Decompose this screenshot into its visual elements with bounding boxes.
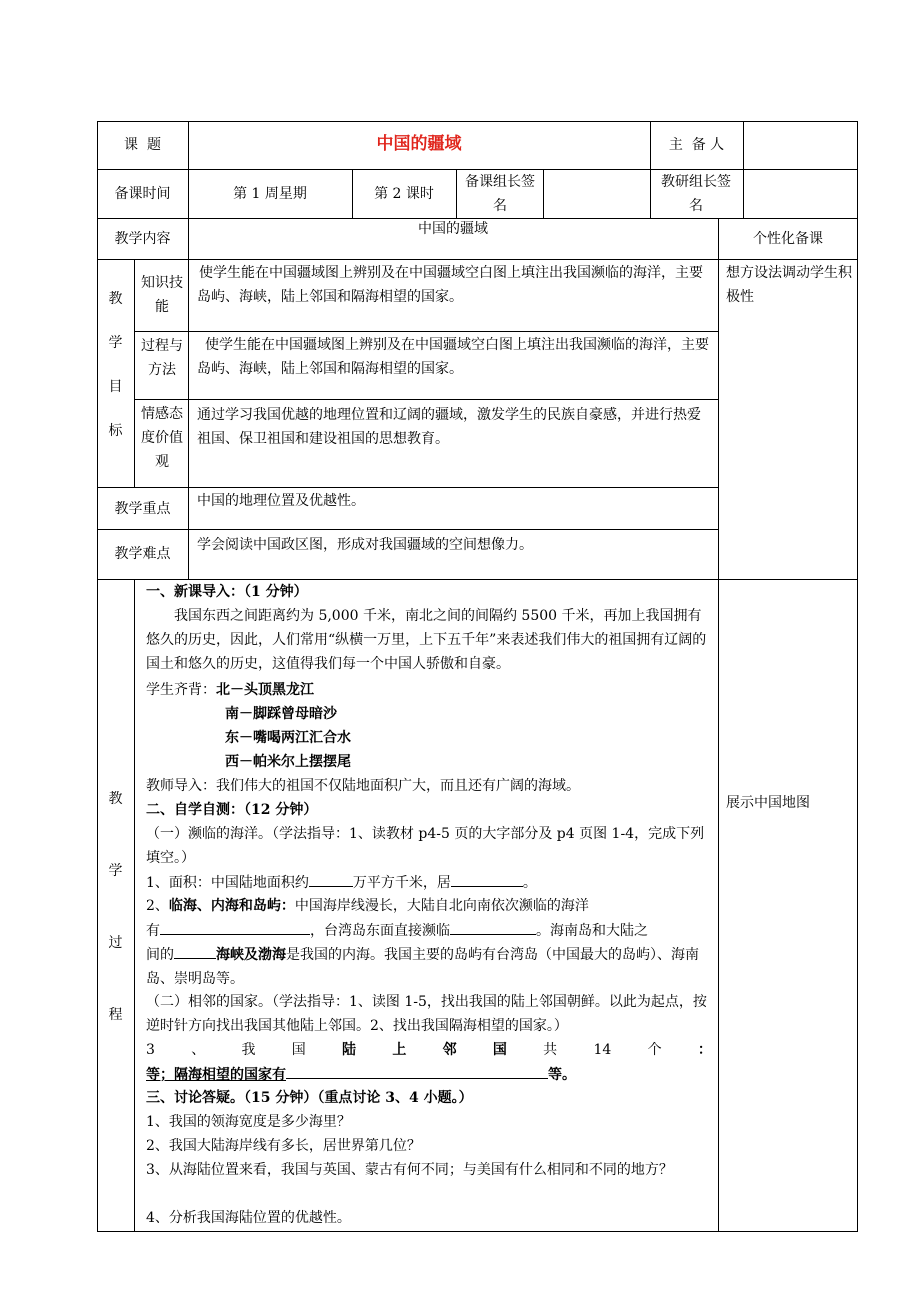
personal-prep-label: 个性化备课 <box>753 231 823 247</box>
blank[interactable] <box>286 1062 548 1079</box>
question-2-line2: 有 ，台湾岛东面直接濒临 。海南岛和大陆之 <box>146 918 648 943</box>
section1-heading: 一、新课导入：（1 分钟） <box>146 584 308 600</box>
objectives-char: 目 <box>108 379 123 395</box>
col-line <box>456 169 457 218</box>
section2-heading: 二、自学自测：（12 分钟） <box>146 802 318 818</box>
group-leader-sign-label: 备课组长签名 <box>465 174 535 214</box>
section2-sub2: （二）相邻的国家。（学法指导：1、读图 1-5，找出我国的陆上邻国朝鲜。以此为起点，按逆时针方向找出我国其他陆上邻国。2、找出我国隔海相望的国家。） <box>146 994 707 1034</box>
difficulty-text: 学会阅读中国政区图，形成对我国疆域的空间想像力。 <box>197 537 533 553</box>
topic-label: 课 题 <box>124 137 161 153</box>
process-method-label: 过程与方法 <box>141 338 183 378</box>
question-1: 1、面积：中国陆地面积约 万平方千米，居 。 <box>146 870 537 895</box>
section1-text: 我国东西之间距离约为 5,000 千米，南北之间的间隔约 5500 千米，再加上我国拥有悠久的历史，因此，人们常用“纵横一万里，上下五千年”来表述我们伟大的祖国拥有辽阔的国土和悠久的历史，这值得我们每一个中国人骄傲和自豪。 <box>146 608 707 672</box>
section2-sub1: （一）濒临的海洋。（学法指导：1、读教材 p4-5 页的大字部分及 p4 页图 1-4，完成下列填空。） <box>146 826 705 866</box>
question-3-line2: 等；隔海相望的国家有 等。 <box>146 1062 576 1087</box>
process-label <box>97 787 134 1075</box>
blank[interactable] <box>174 942 216 959</box>
section3-heading: 三、讨论答疑。（15 分钟）（重点讨论 3、4 小题。） <box>146 1090 473 1106</box>
col-line <box>743 121 744 218</box>
col-line <box>134 579 135 1232</box>
preparer-label: 主 备 人 <box>668 137 725 153</box>
discussion-item: 4、分析我国海陆位置的优越性。 <box>146 1210 351 1226</box>
process-char: 程 <box>108 1007 123 1023</box>
objectives-label <box>97 287 134 463</box>
row-line <box>134 399 718 400</box>
blank[interactable] <box>451 870 523 887</box>
recite-line: 西－帕米尔上摆摆尾 <box>225 754 351 770</box>
col-line <box>188 259 189 579</box>
row-line <box>97 259 858 260</box>
lesson-title: 中国的疆域 <box>376 134 462 154</box>
process-char: 学 <box>108 863 123 879</box>
row-line <box>134 331 718 332</box>
prep-time-label: 备课时间 <box>114 186 171 202</box>
blank[interactable] <box>309 870 353 887</box>
content-value: 中国的疆域 <box>418 221 488 237</box>
objectives-char: 标 <box>108 423 123 439</box>
teacher-intro: 教师导入：我们伟大的祖国不仅陆地面积广大，而且还有广阔的海域。 <box>146 778 580 794</box>
personal-note-process: 展示中国地图 <box>726 795 810 811</box>
knowledge-label: 知识技能 <box>141 275 183 315</box>
question-2-line1: 2、临海、内海和岛屿：中国海岸线漫长，大陆自北向南依次濒临的海洋 <box>146 898 589 914</box>
objectives-char: 学 <box>108 335 123 351</box>
key-point-text: 中国的地理位置及优越性。 <box>197 493 365 509</box>
col-line <box>134 259 135 487</box>
question-2-line3: 间的 海峡及渤海是我国的内海。我国主要的岛屿有台湾岛（中国最大的岛屿）、海南岛、崇明岛等。 <box>146 942 712 991</box>
recite-label: 学生齐背： <box>146 682 216 698</box>
emotion-label: 情感态度价值观 <box>141 406 183 470</box>
recite-row <box>146 678 314 702</box>
col-line <box>718 218 719 1232</box>
objectives-char: 教 <box>108 291 123 307</box>
week-cell: 第 1 周星期 <box>233 186 307 202</box>
discussion-item: 2、我国大陆海岸线有多长，居世界第几位？ <box>146 1138 421 1154</box>
col-line <box>543 169 544 218</box>
content-label: 教学内容 <box>114 231 171 247</box>
difficulty-label: 教学难点 <box>114 546 171 562</box>
period-cell: 第 2 课时 <box>374 186 434 202</box>
process-char: 过 <box>108 935 123 951</box>
question-3-line1: 3 、 我 国 陆 上 邻 国 共 14 个 ： <box>146 1042 712 1058</box>
recite-line: 东－嘴喝两江汇合水 <box>225 730 351 746</box>
discussion-item: 1、我国的领海宽度是多少海里？ <box>146 1114 351 1130</box>
recite-line: 北－头顶黑龙江 <box>216 682 314 698</box>
emotion-text: 通过学习我国优越的地理位置和辽阔的疆域，激发学生的民族自豪感，并进行热爱祖国、保卫祖国和建设祖国的思想教育。 <box>197 407 701 447</box>
blank[interactable] <box>160 918 310 935</box>
key-point-label: 教学重点 <box>114 501 171 517</box>
row-line <box>97 487 718 488</box>
recite-line: 南－脚踩曾母暗沙 <box>225 706 337 722</box>
personal-note-objectives: 想方设法调动学生积极性 <box>726 265 852 305</box>
knowledge-text: 使学生能在中国疆域图上辨别及在中国疆域空白图上填注出我国濒临的海洋，主要岛屿、海峡，陆上邻国和隔海相望的国家。 <box>197 265 703 305</box>
process-method-text: 使学生能在中国疆域图上辨别及在中国疆域空白图上填注出我国濒临的海洋，主要岛屿、海峡，陆上邻国和隔海相望的国家。 <box>197 337 709 377</box>
discussion-item: 3、从海陆位置来看，我国与英国、蒙古有何不同；与美国有什么相同和不同的地方？ <box>146 1162 673 1178</box>
research-leader-sign-label: 教研组长签名 <box>661 174 731 214</box>
process-char: 教 <box>108 791 123 807</box>
blank[interactable] <box>450 918 536 935</box>
row-line <box>97 529 718 530</box>
